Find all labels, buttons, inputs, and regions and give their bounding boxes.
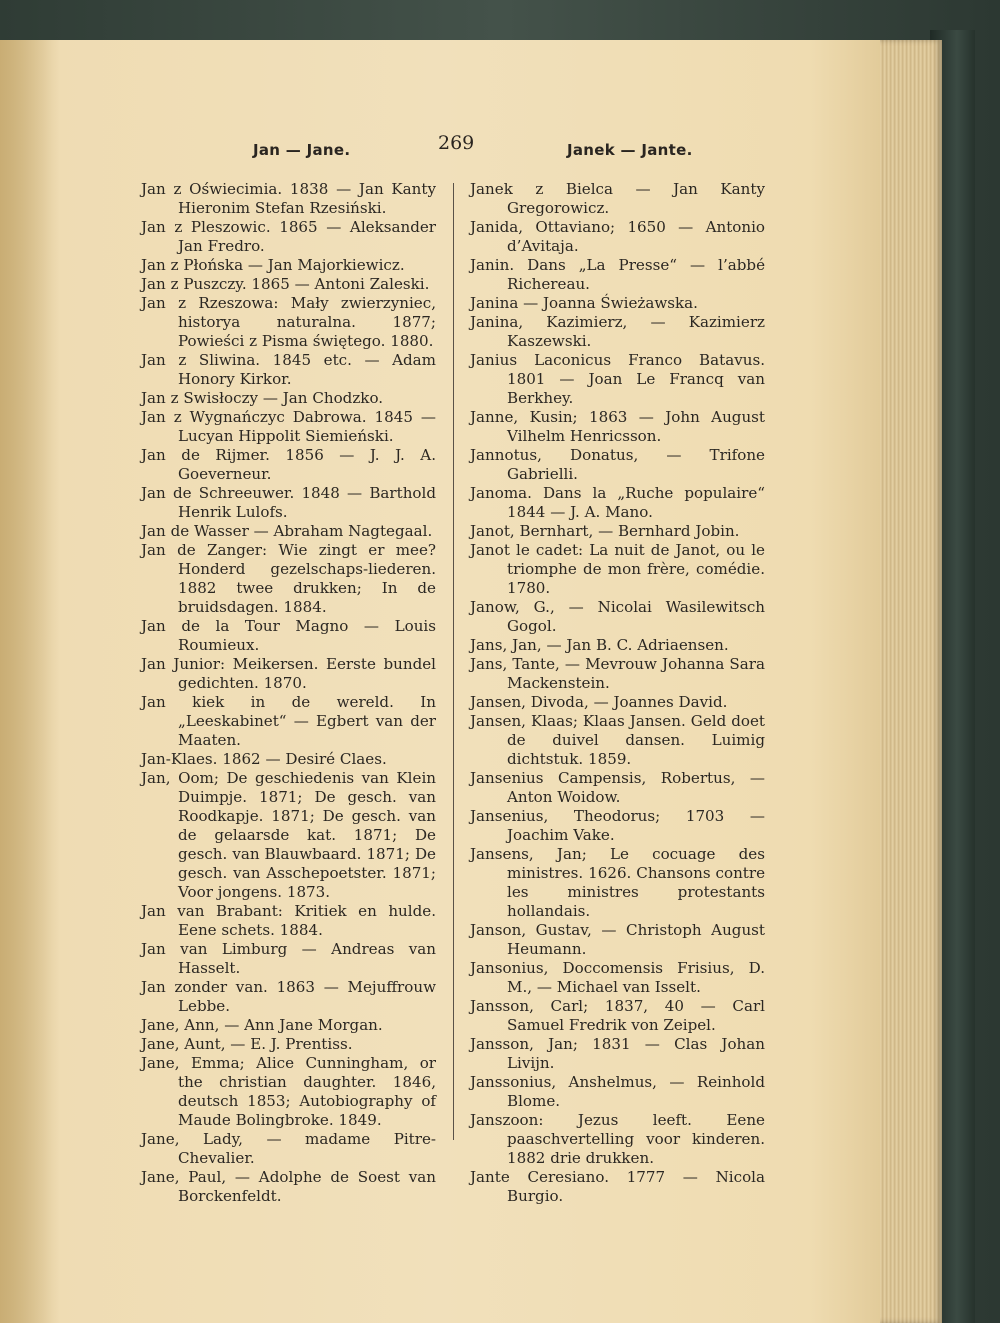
index-entry: Jan zonder van. 1863 — Mejuffrouw Lebbe. [141,978,436,1015]
index-entry: Jan z Wygnańczyc Dabrowa. 1845 — Lucyan Hippolit Siemieński. [141,408,436,445]
index-entry: Janot le cadet: La nuit de Janot, ou le triomphe de mon frère, comédie. 1780. [470,541,765,597]
index-entry: Janoma. Dans la „Ruche populaire“ 1844 — J. A. Mano. [470,484,765,521]
page-number: 269 [438,132,475,154]
page-edges [872,40,942,1323]
index-entry: Jan de Rijmer. 1856 — J. J. A. Goeverneur. [141,446,436,483]
index-entry: Jan z Puszczy. 1865 — Antoni Zaleski. [141,275,430,293]
index-entry: Jan de Wasser — Abraham Nagtegaal. [141,522,433,540]
index-entry: Janin. Dans „La Presse“ — l’abbé Richereau. [470,256,765,293]
index-entry: Jansonius, Doccomensis Frisius, D. M., — Michael van Isselt. [470,959,765,996]
index-entry: Jan-Klaes. 1862 — Desiré Claes. [141,750,387,768]
running-head-right: Janek — Jante. [567,141,693,159]
index-entry: Janek z Bielca — Jan Kanty Gregorowicz. [470,180,765,217]
index-entry: Jan z Płońska — Jan Majorkiewicz. [141,256,405,274]
index-entry: Janow, G., — Nicolai Wasilewitsch Gogol. [470,598,765,635]
index-entry: Janina, Kazimierz, — Kazimierz Kaszewski. [470,313,765,350]
index-entry: Jan Junior: Meikersen. Eerste bundel gedichten. 1870. [141,655,436,692]
index-entry: Jan, Oom; De geschiedenis van Klein Duimpje. 1871; De gesch. van Roodkapje. 1871; De gesch. van de gelaarsde kat. 1871; De gesch. van Blauwbaard. 1871; De gesch. van Asschepoetster. 1871; Voor jongens. 1873. [141,769,436,901]
index-entry: Janina — Joanna Świeżawska. [470,294,698,312]
index-entry: Jansen, Divoda, — Joannes David. [470,693,728,711]
index-entry: Janius Laconicus Franco Batavus. 1801 — Joan Le Francq van Berkhey. [470,351,765,407]
index-entry: Jane, Emma; Alice Cunningham, or the christian daughter. 1846, deutsch 1853; Autobiography of Maude Bolingbroke. 1849. [141,1054,436,1129]
index-entry: Janida, Ottaviano; 1650 — Antonio d’Avitaja. [470,218,765,255]
index-entry: Jane, Paul, — Adolphe de Soest van Borckenfeldt. [141,1168,436,1205]
index-entry: Jan z Swisłoczy — Jan Chodzko. [141,389,384,407]
index-entry: Janszoon: Jezus leeft. Eene paaschvertelling voor kinderen. 1882 drie drukken. [470,1111,765,1167]
index-entry: Jansens, Jan; Le cocuage des ministres. 1626. Chansons contre les ministres protestants hollandais. [470,845,765,920]
index-entry: Jansson, Jan; 1831 — Clas Johan Livijn. [470,1035,765,1072]
index-entry: Jan z Pleszowic. 1865 — Aleksander Jan Fredro. [141,218,436,255]
index-entry: Janssonius, Anshelmus, — Reinhold Blome. [470,1073,765,1110]
index-entry: Janson, Gustav, — Christoph August Heumann. [470,921,765,958]
index-entry: Jans, Jan, — Jan B. C. Adriaensen. [470,636,729,654]
index-entry: Jan de la Tour Magno — Louis Roumieux. [141,617,436,654]
index-entry: Jan van Brabant: Kritiek en hulde. Eene schets. 1884. [141,902,436,939]
index-entry: Jante Ceresiano. 1777 — Nicola Burgio. [470,1168,765,1205]
index-entry: Jannotus, Donatus, — Trifone Gabrielli. [470,446,765,483]
left-column [141,180,436,1206]
index-entry: Jansson, Carl; 1837, 40 — Carl Samuel Fredrik von Zeipel. [470,997,765,1034]
index-entry: Jan van Limburg — Andreas van Hasselt. [141,940,436,977]
index-entry: Jane, Lady, — madame Pitre-Chevalier. [141,1130,436,1167]
column-divider [453,183,454,1140]
index-entry: Jansenius, Theodorus; 1703 — Joachim Vake. [470,807,765,844]
index-entry: Janot, Bernhart, — Bernhard Jobin. [470,522,740,540]
right-column [470,180,765,1206]
index-entry: Jan z Rzeszowa: Mały zwierzyniec, historya naturalna. 1877; Powieści z Pisma świętego. 1880. [141,294,436,350]
index-entry: Jans, Tante, — Mevrouw Johanna Sara Mackenstein. [470,655,765,692]
running-head-left: Jan — Jane. [253,141,351,159]
index-entry: Jan z Sliwina. 1845 etc. — Adam Honory Kirkor. [141,351,436,388]
index-entry: Jan de Zanger: Wie zingt er mee? Honderd gezelschaps-liederen. 1882 twee drukken; In de bruidsdagen. 1884. [141,541,436,616]
index-entry: Jan kiek in de wereld. In „Leeskabinet“ — Egbert van der Maaten. [141,693,436,749]
index-entry: Jansenius Campensis, Robertus, — Anton Woidow. [470,769,765,806]
index-entry: Jane, Aunt, — E. J. Prentiss. [141,1035,353,1053]
page-gutter [0,40,60,1323]
index-entry: Jansen, Klaas; Klaas Jansen. Geld doet de duivel dansen. Luimig dichtstuk. 1859. [470,712,765,768]
index-entry: Jan z Oświecimia. 1838 — Jan Kanty Hieronim Stefan Rzesiński. [141,180,436,217]
index-entry: Jan de Schreeuwer. 1848 — Barthold Henrik Lulofs. [141,484,436,521]
index-entry: Jane, Ann, — Ann Jane Morgan. [141,1016,383,1034]
index-entry: Janne, Kusin; 1863 — John August Vilhelm Henricsson. [470,408,765,445]
